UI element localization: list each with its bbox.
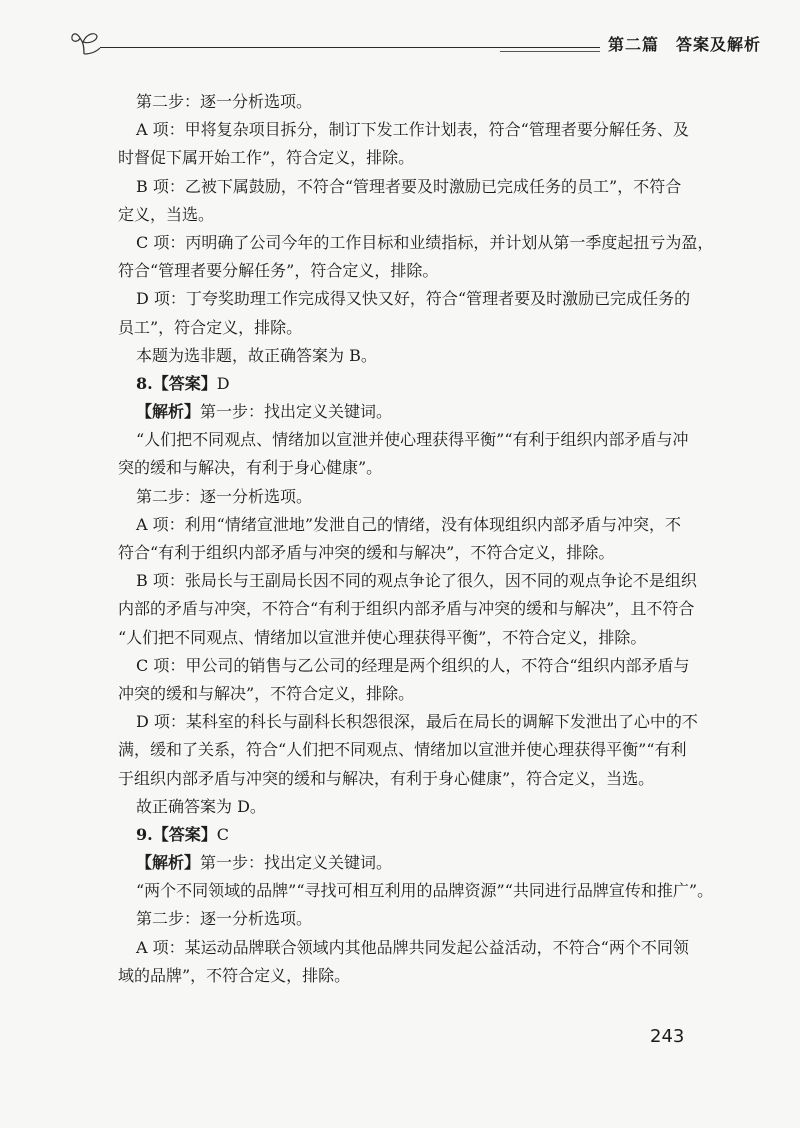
line-text: 员工”，符合定义，排除。 (118, 317, 303, 337)
text-line (118, 289, 702, 309)
text-line (118, 769, 702, 789)
line-text: C 项：丙明确了公司今年的工作目标和业绩指标，并计划从第一季度起扭亏为盈， (136, 232, 714, 252)
line-text: 满，缓和了关系，符合“人们把不同观点、情绪加以宣泄并使心理获得平衡”“有利 (118, 740, 687, 760)
text-line (118, 853, 702, 873)
text-line (118, 684, 702, 704)
answer-label: 【解析】 (136, 402, 201, 422)
text-line (118, 797, 702, 817)
line-text: D 项：丁夸奖助理工作完成得又快又好，符合“管理者要及时激励已完成任务的 (136, 289, 691, 309)
answer-label: 9.【答案】 (136, 824, 217, 844)
page-header (70, 22, 762, 62)
text-line (118, 232, 714, 253)
line-text: 故正确答案为 D。 (136, 796, 266, 816)
line-text: 时督促下属开始工作”，符合定义，排除。 (118, 148, 415, 168)
text-line (118, 148, 702, 168)
text-line (118, 909, 702, 929)
text-line (118, 177, 702, 197)
text-line (118, 120, 702, 140)
line-text: 内部的矛盾与冲突，不符合“有利于组织内部矛盾与冲突的缓和与解决”，且不符合 (118, 599, 695, 619)
sprout-icon (70, 28, 104, 56)
line-text: 第二步：逐一分析选项。 (136, 486, 313, 506)
line-text: A 项：利用“情绪宣泄地”发泄自己的情绪，没有体现组织内部矛盾与冲突，不 (136, 514, 682, 534)
line-text: “两个不同领域的品牌”“寻找可相互利用的品牌资源”“共同进行品牌宣传和推广”。 (136, 881, 714, 901)
line-text: 冲突的缓和与解决”，不符合定义，排除。 (118, 683, 415, 703)
line-text: 定义，当选。 (118, 204, 215, 224)
text-line (118, 825, 702, 845)
line-text: A 项：某运动品牌联合领域内其他品牌共同发起公益活动，不符合“两个不同领 (136, 937, 689, 957)
line-text: D 项：某科室的科长与副科长积怨很深，最后在局长的调解下发泄出了心中的不 (136, 712, 698, 732)
line-text: 第一步：找出定义关键词。 (200, 853, 393, 873)
text-line (118, 515, 702, 535)
text-line (118, 487, 702, 507)
line-text: B 项：乙被下属鼓励，不符合“管理者要及时激励已完成任务的员工”，不符合 (136, 176, 682, 196)
text-line (118, 656, 702, 676)
page-number: 243 (650, 1026, 685, 1047)
line-text: D (216, 373, 230, 393)
text-line (118, 881, 714, 901)
text-line (118, 430, 702, 450)
line-text: 于组织内部矛盾与冲突的缓和与解决，有利于身心健康”，符合定义，当选。 (118, 768, 655, 788)
line-text: A 项：甲将复杂项目拆分，制订下发工作计划表，符合“管理者要分解任务、及 (136, 120, 689, 140)
text-line (118, 205, 702, 225)
line-text: 本题为选非题，故正确答案为 B。 (136, 345, 377, 365)
text-line (118, 92, 702, 112)
line-text: 符合“有利于组织内部矛盾与冲突的缓和与解决”，不符合定义，排除。 (118, 543, 615, 562)
line-text: C 项：甲公司的销售与乙公司的经理是两个组织的人，不符合“组织内部矛盾与 (136, 655, 690, 675)
text-line (118, 628, 702, 648)
header-title: 第二篇 答案及解析 (608, 35, 762, 54)
line-text: 域的品牌”，不符合定义，排除。 (118, 965, 351, 985)
line-text: 符合“管理者要分解任务”，符合定义，排除。 (118, 261, 439, 281)
answer-text-body (118, 92, 714, 994)
text-line (118, 261, 702, 281)
line-text: 第二步：逐一分析选项。 (136, 909, 313, 929)
line-text: C (216, 824, 229, 844)
line-text: 第一步：找出定义关键词。 (200, 402, 393, 422)
header-rule-accent (500, 51, 600, 52)
text-line (118, 712, 702, 732)
line-text: B 项：张局长与王副局长因不同的观点争论了很久，因不同的观点争论不是组织 (136, 571, 697, 591)
line-text: “人们把不同观点、情绪加以宣泄并使心理获得平衡”，不符合定义，排除。 (118, 627, 647, 647)
header-rule (100, 47, 600, 48)
text-line (118, 740, 702, 760)
line-text: 突的缓和与解决，有利于身心健康”。 (118, 458, 383, 478)
text-line (118, 318, 702, 338)
text-line (118, 599, 702, 619)
line-text: 第二步：逐一分析选项。 (136, 92, 313, 111)
text-line (118, 543, 702, 563)
text-line (118, 966, 702, 986)
answer-label: 8.【答案】 (136, 373, 217, 393)
answer-label: 【解析】 (136, 853, 201, 873)
text-line (118, 458, 702, 478)
text-line (118, 938, 702, 958)
text-line (118, 374, 702, 394)
line-text: “人们把不同观点、情绪加以宣泄并使心理获得平衡”“有利于组织内部矛盾与冲 (136, 430, 689, 450)
text-line (118, 346, 702, 366)
text-line (118, 571, 702, 591)
text-line (118, 402, 702, 422)
